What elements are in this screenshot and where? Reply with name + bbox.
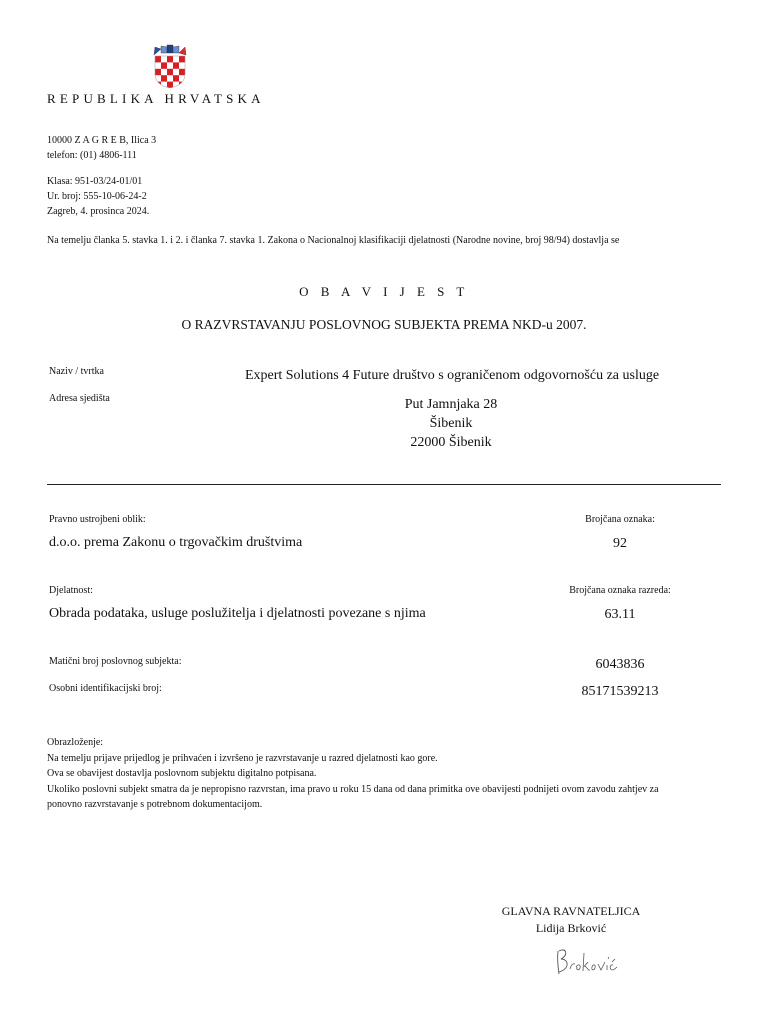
explanation-title: Obrazloženje: bbox=[47, 737, 104, 748]
activity-value: Obrada podataka, usluge poslužitelja i djelatnosti povezane s njima bbox=[49, 606, 426, 621]
legal-form-label: Pravno ustrojbeni oblik: bbox=[49, 514, 146, 525]
oib-label: Osobni identifikacijski broj: bbox=[49, 683, 162, 694]
country-title: REPUBLIKA HRVATSKA bbox=[47, 91, 265, 106]
address-line: 10000 Z A G R E B, Ilica 3 bbox=[47, 135, 157, 146]
intro-text: Na temelju članka 5. stavka 1. i 2. i članka 7. stavka 1. Zakona o Nacionalnoj klasifikaciji djelatnosti (Narodne novine, broj 98/94) dostavlja se bbox=[47, 235, 620, 246]
coat-of-arms-icon bbox=[151, 44, 189, 88]
date-line: Zagreb, 4. prosinca 2024. bbox=[47, 206, 150, 217]
explanation-line: ponovno razvrstavanje s potrebnom dokumentacijom. bbox=[47, 799, 263, 810]
ur-broj-line: Ur. broj: 555-10-06-24-2 bbox=[47, 191, 147, 202]
address-city: Šibenik bbox=[429, 416, 473, 431]
address-label: Adresa sjedišta bbox=[49, 393, 110, 404]
explanation-block bbox=[47, 735, 727, 813]
document-heading: O B A V I J E S T bbox=[299, 284, 469, 299]
address-block bbox=[47, 133, 156, 163]
oib-value: 85171539213 bbox=[581, 684, 659, 699]
name-value: Expert Solutions 4 Future društvo s ograničenom odgovornošću za usluge bbox=[244, 368, 660, 383]
explanation-line: Ova se obavijest dostavlja poslovnom subjektu digitalno potpisana. bbox=[47, 768, 317, 779]
divider bbox=[47, 484, 721, 485]
document-subheading: O RAZVRSTAVANJU POSLOVNOG SUBJEKTA PREMA NKD-u 2007. bbox=[181, 317, 587, 332]
legal-form-code-value: 92 bbox=[613, 536, 627, 551]
activity-code-value: 63.11 bbox=[604, 607, 636, 622]
reg-number-value: 6043836 bbox=[595, 657, 645, 672]
activity-code-label: Brojčana oznaka razreda: bbox=[569, 585, 671, 596]
handwritten-signature bbox=[552, 945, 622, 977]
klasa-line: Klasa: 951-03/24-01/01 bbox=[47, 176, 143, 187]
explanation-line: Na temelju prijave prijedlog je prihvaćen i izvršeno je razvrstavanje u razred djelatnosti kao gore. bbox=[47, 752, 438, 764]
address-postal: 22000 Šibenik bbox=[410, 435, 492, 450]
name-label: Naziv / tvrtka bbox=[49, 366, 104, 377]
signatory-title: GLAVNA RAVNATELJICA bbox=[501, 904, 641, 918]
address-value bbox=[351, 395, 551, 452]
phone-line: telefon: (01) 4806-111 bbox=[47, 150, 137, 161]
reference-block bbox=[47, 174, 149, 219]
activity-label: Djelatnost: bbox=[49, 585, 93, 596]
reg-number-label: Matični broj poslovnog subjekta: bbox=[49, 656, 182, 667]
legal-form-value: d.o.o. prema Zakonu o trgovačkim društvima bbox=[49, 535, 303, 550]
legal-form-code-label: Brojčana oznaka: bbox=[585, 514, 655, 525]
address-street: Put Jamnjaka 28 bbox=[404, 397, 498, 412]
signatory-name: Lidija Brković bbox=[535, 921, 607, 935]
explanation-line: Ukoliko poslovni subjekt smatra da je nepropisno razvrstan, ima pravo u roku 15 dana od dana primitka ove obavijesti podnijeti ovom zavodu zahtjev za bbox=[47, 783, 659, 795]
